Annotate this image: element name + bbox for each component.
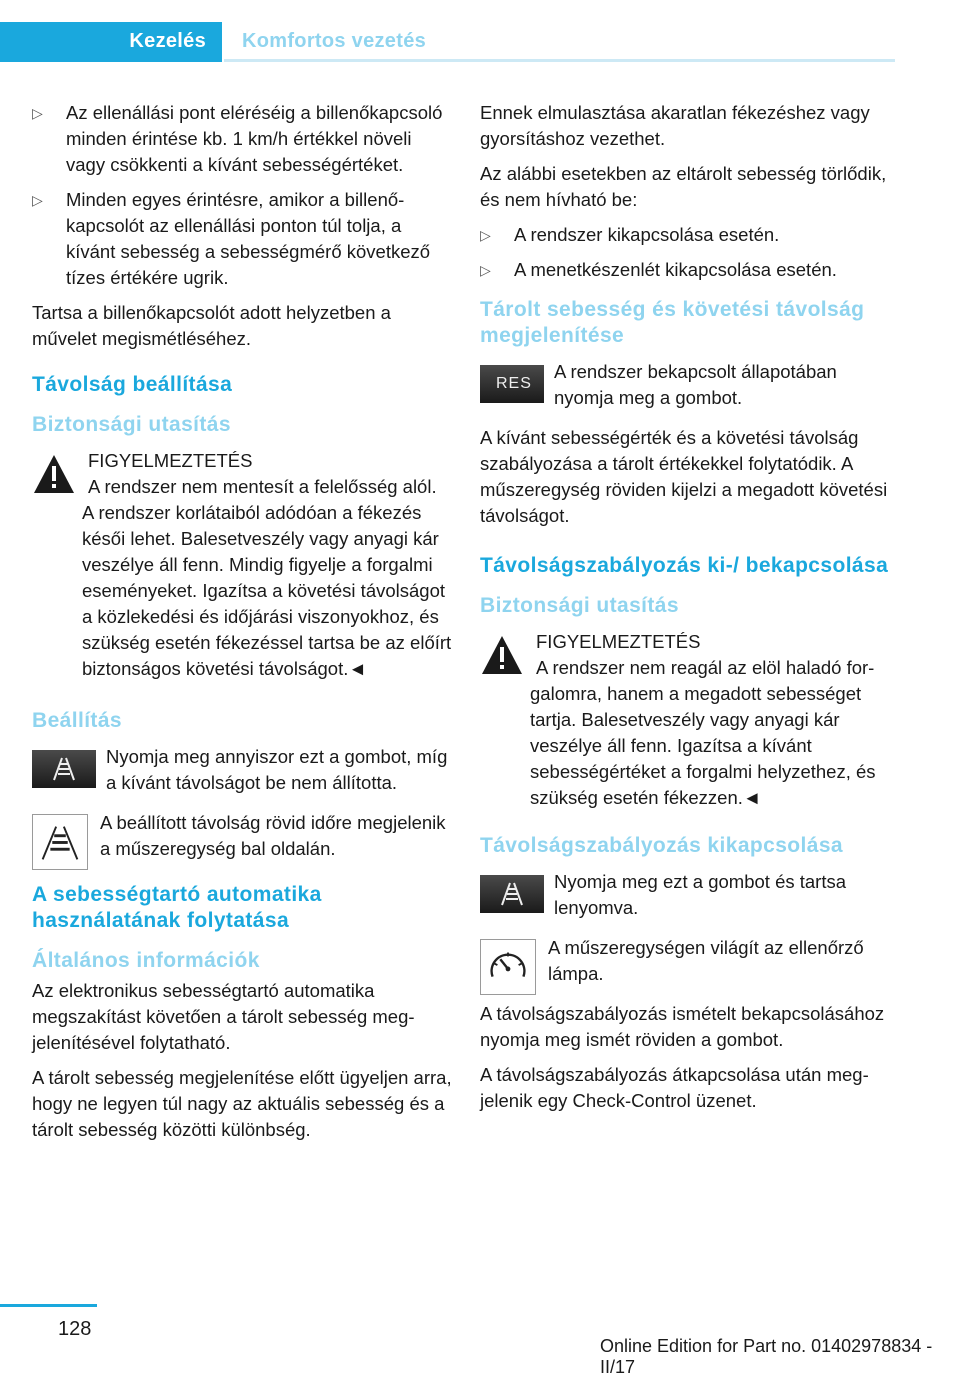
- off-text: Nyomja meg ezt a gombot és tartsa lenyomva.: [554, 871, 847, 918]
- triangle-bullet-icon: ▷: [32, 105, 43, 121]
- warning-text: A rendszer nem reagál az elöl haladó forgalomra, hanem a megadott sebességet tartja. Balesetveszély vagy anyagi kár veszélye áll fenn. Igazítsa a kívánt sebességértéket a forgalmi helyzethez, és szükség esetén fékezzen.◄: [530, 657, 876, 808]
- warning-text: A rendszer nem mentesít a felelősség alól. A rendszer korlátaiból adódóan a fékezés késői lehet. Balesetveszély vagy anyagi kár veszélye áll fenn. Mindig figyelje a forgalmi eseményeket. Igazítsa a követési távolságot a közlekedési és időjárási viszonyokhoz, és szükség esetén fékezéssel tartsa be az előírt biztonságos követési távolságot.◄: [82, 476, 452, 679]
- display-text: A beállított távolság rövid időre megjelenik a műszeregység bal oldalán.: [100, 812, 446, 859]
- section-heading: A sebességtartó automatika használatának folytatása: [32, 883, 322, 932]
- warning-title: FIGYELMEZTETÉS: [88, 450, 253, 471]
- warning-triangle-icon: [480, 633, 524, 677]
- res-row: [480, 359, 900, 411]
- header-chapter-tab: Kezelés: [0, 22, 222, 62]
- paragraph: A kívánt sebességérték és a követési távolság szabályozása a tárolt értékekkel folytatódik. A műszeregység röviden kijelzi a megadott követési távolságot.: [480, 427, 888, 526]
- header-section-tab: Komfortos vezetés: [242, 30, 427, 52]
- paragraph: A távolságszabályozás ismételt bekapcsolásához nyomja meg ismét röviden a gombot.: [480, 1003, 885, 1050]
- list-item: ▷ A rendszer kikapcsolása esetén.: [480, 222, 900, 248]
- subsection-heading: Biztonsági utasítás: [32, 413, 231, 436]
- setting-row: [32, 744, 452, 796]
- warning-triangle-icon: [32, 452, 76, 496]
- section-heading: Távolság beállítása: [32, 373, 233, 396]
- paragraph: A tárolt sebesség megjelenítése előtt ügyeljen arra, hogy ne legyen túl nagy az aktuális sebesség és a tárolt sebesség közötti különbség.: [32, 1067, 452, 1140]
- subsection-heading: Biztonsági utasítás: [480, 594, 679, 617]
- off-row: [480, 869, 900, 921]
- subsection-heading: Általános információk: [32, 949, 260, 972]
- page-header: [0, 22, 895, 62]
- warning-block: [480, 629, 900, 811]
- distance-button-icon: [480, 875, 544, 913]
- triangle-bullet-icon: ▷: [480, 262, 491, 278]
- distance-button-icon: [32, 750, 96, 788]
- left-column: [32, 100, 452, 1152]
- header-rule: [224, 59, 895, 62]
- right-column: [480, 100, 900, 1123]
- subsection-heading: Távolságszabályozás kikapcsolása: [480, 834, 843, 857]
- warning-title: FIGYELMEZTETÉS: [536, 631, 701, 652]
- section-heading: Távolságszabályozás ki-/ bekapcsolása: [480, 554, 889, 577]
- lamp-row: [480, 935, 900, 987]
- edition-note: Online Edition for Part no. 01402978834 - II/17: [600, 1336, 933, 1377]
- res-label: RES: [496, 375, 532, 392]
- paragraph: A távolságszabályozás átkapcsolása után megjelenik egy Check-Control üzenet.: [480, 1064, 869, 1111]
- subsection-heading: Tárolt sebesség és követési távolság megjelenítése: [480, 298, 865, 347]
- footer-rule: [0, 1304, 97, 1307]
- list-item: ▷ Minden egyes érintésre, amikor a billenőkapcsolót az ellenállási ponton túl tolja, a kívánt sebesség a sebességmérő következő tízes értékére ugrik.: [32, 189, 431, 288]
- distance-display-icon: [32, 814, 88, 870]
- cruise-control-lamp-icon: [480, 939, 536, 995]
- paragraph: Ennek elmulasztása akaratlan fékezéshez vagy gyorsításhoz vezethet.: [480, 102, 870, 149]
- subsection-heading: Beállítás: [32, 709, 122, 732]
- res-text: A rendszer bekapcsolt állapotában nyomja meg a gombot.: [554, 361, 837, 408]
- paragraph: Tartsa a billenőkapcsolót adott helyzetben a művelet megismétléséhez.: [32, 302, 391, 349]
- display-row: [32, 810, 452, 862]
- list-item: ▷ Az ellenállási pont eléréséig a billenőkapcsoló minden érintése kb. 1 km/h értékkel növeli vagy csökkenti a kívánt sebességértéket.: [32, 102, 443, 175]
- page-number: 128: [58, 1318, 92, 1340]
- triangle-bullet-icon: ▷: [480, 227, 491, 243]
- triangle-bullet-icon: ▷: [32, 192, 43, 208]
- list-item: ▷ A menetkészenlét kikapcsolása esetén.: [480, 257, 900, 283]
- paragraph: Az alábbi esetekben az eltárolt sebesség törlődik, és nem hívható be:: [480, 163, 887, 210]
- setting-text: Nyomja meg annyiszor ezt a gombot, míg a kívánt távolságot be nem állította.: [106, 746, 448, 793]
- paragraph: Az elektronikus sebességtartó automatika megszakítást követően a tárolt sebesség megjelenítésével folytatható.: [32, 980, 415, 1053]
- warning-block: [32, 448, 452, 682]
- lamp-text: A műszeregységen világít az ellenőrző lámpa.: [548, 937, 864, 984]
